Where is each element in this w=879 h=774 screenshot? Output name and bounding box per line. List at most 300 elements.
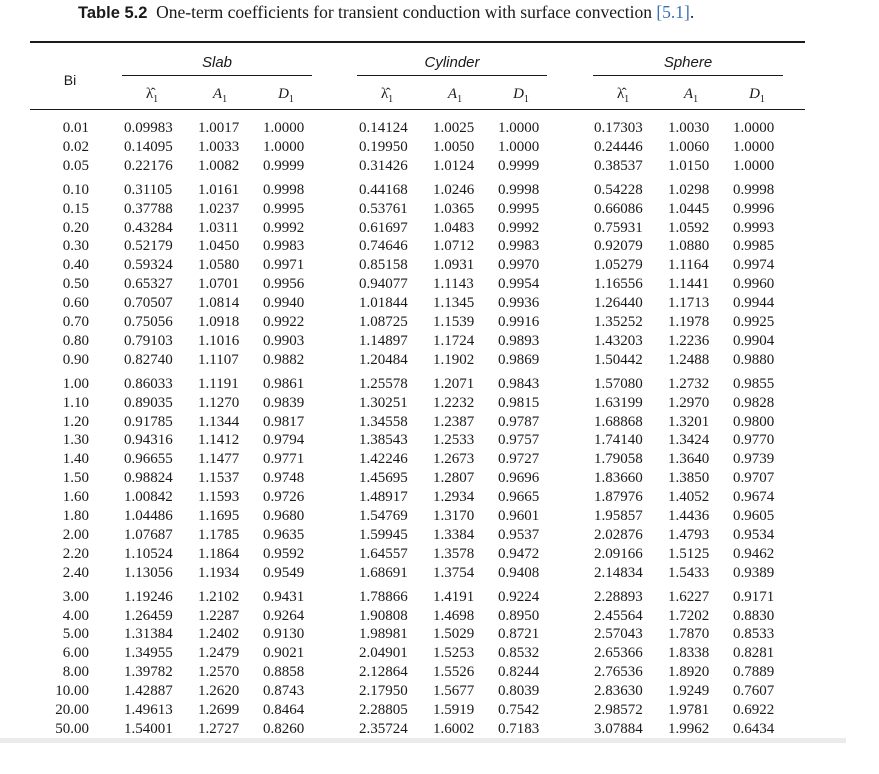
cell-sphere-lambda1: 2.98572 xyxy=(594,702,643,718)
cell-cylinder-d1: 0.9224 xyxy=(498,588,540,605)
cell-cylinder-d1: 0.8532 xyxy=(498,645,540,662)
cell-cylinder-d1: 0.9696 xyxy=(498,470,540,487)
cell-slab-lambda1: 0.75056 xyxy=(124,314,173,330)
cell-slab-a1: 1.2479 xyxy=(198,645,240,662)
cell-cylinder-d1: 0.9843 xyxy=(498,375,540,392)
cell-bi: 2.40 xyxy=(62,564,89,581)
cell-slab-lambda1: 1.42887 xyxy=(124,683,173,700)
cell-slab-d1: 0.9922 xyxy=(263,314,305,330)
cell-slab-lambda1: 0.89035 xyxy=(124,394,173,411)
cell-cylinder-a1: 1.3754 xyxy=(433,564,475,581)
cell-slab-lambda1: 1.49613 xyxy=(124,702,173,718)
cell-cylinder-a1: 1.1345 xyxy=(433,295,475,312)
cell-cylinder-lambda1: 0.85158 xyxy=(359,257,408,274)
cell-sphere-a1: 1.7202 xyxy=(668,607,710,624)
cell-slab-lambda1: 0.96655 xyxy=(124,451,173,468)
cell-cylinder-lambda1: 1.42246 xyxy=(359,451,408,468)
cell-slab-a1: 1.2402 xyxy=(198,626,240,643)
cell-bi: 2.00 xyxy=(62,526,89,543)
cell-slab-a1: 1.1270 xyxy=(198,394,240,411)
cell-slab-a1: 1.0082 xyxy=(198,157,240,174)
cell-slab-d1: 0.9903 xyxy=(263,332,305,349)
cell-cylinder-d1: 0.8721 xyxy=(498,626,540,643)
cell-cylinder-a1: 1.0483 xyxy=(433,219,475,236)
cell-sphere-d1: 0.9925 xyxy=(733,314,775,330)
cell-cylinder-lambda1: 1.08725 xyxy=(359,314,408,330)
cell-cylinder-a1: 1.3578 xyxy=(433,545,475,562)
slab-d1-header: $D_1$ xyxy=(278,86,294,105)
cell-sphere-a1: 1.1441 xyxy=(668,276,710,293)
cell-slab-a1: 1.2699 xyxy=(198,702,240,718)
cell-slab-a1: 1.1016 xyxy=(198,332,240,349)
cell-sphere-a1: 1.0592 xyxy=(668,219,710,236)
cell-cylinder-lambda1: 1.64557 xyxy=(359,545,408,562)
cell-slab-lambda1: 0.82740 xyxy=(124,351,173,368)
cell-cylinder-lambda1: 1.90808 xyxy=(359,607,408,624)
slab-lambda1-header: $\lambdâ_1$ xyxy=(145,86,159,105)
cell-sphere-d1: 0.9674 xyxy=(733,489,775,506)
cell-cylinder-lambda1: 0.53761 xyxy=(359,200,408,217)
cell-slab-d1: 0.9940 xyxy=(263,295,305,312)
cell-slab-lambda1: 1.10524 xyxy=(124,545,173,562)
cell-slab-lambda1: 1.07687 xyxy=(124,526,173,543)
cell-cylinder-a1: 1.2533 xyxy=(433,432,475,449)
cell-slab-lambda1: 0.86033 xyxy=(124,375,173,392)
cell-slab-lambda1: 0.94316 xyxy=(124,432,173,449)
cell-cylinder-a1: 1.4698 xyxy=(433,607,475,624)
cell-sphere-a1: 1.1978 xyxy=(668,314,710,330)
cell-cylinder-lambda1: 1.30251 xyxy=(359,394,408,411)
cell-sphere-d1: 1.0000 xyxy=(733,138,775,155)
cell-cylinder-d1: 0.9408 xyxy=(498,564,540,581)
cell-sphere-a1: 1.4052 xyxy=(668,489,710,506)
cell-cylinder-lambda1: 1.34558 xyxy=(359,413,408,430)
cell-cylinder-d1: 0.9815 xyxy=(498,394,540,411)
cell-cylinder-a1: 1.1143 xyxy=(433,276,474,293)
cell-bi: 1.50 xyxy=(62,470,89,487)
cell-sphere-a1: 1.8920 xyxy=(668,664,710,681)
cell-cylinder-a1: 1.4191 xyxy=(433,588,475,605)
cell-cylinder-d1: 0.9869 xyxy=(498,351,540,368)
cell-sphere-a1: 1.9962 xyxy=(668,720,710,737)
cell-sphere-lambda1: 1.26440 xyxy=(594,295,643,312)
cell-sphere-d1: 1.0000 xyxy=(733,120,775,136)
cell-sphere-d1: 0.9605 xyxy=(733,508,775,524)
cell-sphere-d1: 0.7607 xyxy=(733,683,775,700)
cell-sphere-lambda1: 2.02876 xyxy=(594,526,643,543)
cell-slab-a1: 1.1785 xyxy=(198,526,240,543)
cell-slab-d1: 0.9992 xyxy=(263,219,305,236)
citation-link[interactable]: [5.1] xyxy=(656,2,690,22)
cell-cylinder-lambda1: 0.94077 xyxy=(359,276,408,293)
cell-cylinder-lambda1: 1.98981 xyxy=(359,626,408,643)
cell-cylinder-lambda1: 0.61697 xyxy=(359,219,408,236)
cell-cylinder-a1: 1.0931 xyxy=(433,257,475,274)
cell-sphere-lambda1: 1.35252 xyxy=(594,314,643,330)
cell-sphere-d1: 0.9171 xyxy=(733,588,775,605)
cell-slab-d1: 0.9748 xyxy=(263,470,305,487)
cell-sphere-a1: 1.7870 xyxy=(668,626,710,643)
cell-sphere-a1: 1.0880 xyxy=(668,238,710,255)
cell-slab-d1: 0.9971 xyxy=(263,257,305,274)
cell-bi: 50.00 xyxy=(55,720,89,737)
cell-slab-lambda1: 0.70507 xyxy=(124,295,173,312)
cell-slab-a1: 1.0814 xyxy=(198,295,240,312)
cylinder-group-header: Cylinder xyxy=(424,54,480,71)
cell-slab-d1: 0.9130 xyxy=(263,626,305,643)
cell-sphere-lambda1: 2.76536 xyxy=(594,664,643,681)
cell-sphere-d1: 0.6434 xyxy=(733,720,775,737)
slab-a1-header: $A_1$ xyxy=(212,86,228,105)
cell-bi: 0.60 xyxy=(62,295,89,312)
cell-cylinder-a1: 1.0050 xyxy=(433,138,475,155)
cylinder-group-rule xyxy=(357,75,547,76)
cell-slab-d1: 0.9680 xyxy=(263,508,305,524)
cell-sphere-d1: 0.8281 xyxy=(733,645,775,662)
cell-sphere-d1: 0.9828 xyxy=(733,394,775,411)
cell-cylinder-a1: 1.1539 xyxy=(433,314,475,330)
slab-group-header: Slab xyxy=(201,54,233,71)
cell-slab-a1: 1.2287 xyxy=(198,607,240,624)
cell-sphere-a1: 1.4793 xyxy=(668,526,710,543)
cell-slab-d1: 1.0000 xyxy=(263,138,305,155)
cell-cylinder-lambda1: 0.19950 xyxy=(359,138,408,155)
cell-bi: 20.00 xyxy=(55,702,89,718)
cell-slab-a1: 1.0237 xyxy=(198,200,240,217)
cell-cylinder-lambda1: 0.74646 xyxy=(359,238,408,255)
cell-cylinder-a1: 1.5029 xyxy=(433,626,475,643)
cell-bi: 0.05 xyxy=(62,157,89,174)
cell-sphere-a1: 1.1164 xyxy=(668,257,709,274)
cell-bi: 0.30 xyxy=(62,238,89,255)
cell-sphere-d1: 0.9960 xyxy=(733,276,775,293)
cell-slab-a1: 1.2570 xyxy=(198,664,240,681)
cell-slab-d1: 0.8743 xyxy=(263,683,305,700)
cell-sphere-lambda1: 1.83660 xyxy=(594,470,643,487)
cell-sphere-a1: 1.0298 xyxy=(668,181,710,198)
cell-cylinder-lambda1: 1.38543 xyxy=(359,432,408,449)
cell-slab-d1: 0.8858 xyxy=(263,664,305,681)
cell-bi: 0.02 xyxy=(62,138,89,155)
cell-cylinder-d1: 0.9757 xyxy=(498,432,540,449)
cell-sphere-lambda1: 2.83630 xyxy=(594,683,643,700)
cell-slab-lambda1: 0.79103 xyxy=(124,332,173,349)
cell-slab-a1: 1.0580 xyxy=(198,257,240,274)
cell-sphere-a1: 1.0150 xyxy=(668,157,710,174)
cell-sphere-a1: 1.0445 xyxy=(668,200,710,217)
cell-slab-d1: 0.9882 xyxy=(263,351,305,368)
cell-sphere-d1: 0.9462 xyxy=(733,545,775,562)
cell-cylinder-a1: 1.2673 xyxy=(433,451,475,468)
cell-sphere-lambda1: 1.16556 xyxy=(594,276,643,293)
cell-bi: 0.40 xyxy=(62,257,89,274)
cell-bi: 0.70 xyxy=(62,314,89,330)
cell-slab-a1: 1.1695 xyxy=(198,508,240,524)
sphere-a1-header: $A_1$ xyxy=(683,86,699,105)
cell-slab-a1: 1.1864 xyxy=(198,545,240,562)
cell-slab-a1: 1.2620 xyxy=(198,683,240,700)
cell-slab-d1: 0.9264 xyxy=(263,607,305,624)
cell-sphere-a1: 1.9249 xyxy=(668,683,710,700)
cell-cylinder-d1: 0.7542 xyxy=(498,702,540,718)
cell-slab-lambda1: 0.31105 xyxy=(124,181,173,198)
cell-slab-d1: 0.9995 xyxy=(263,200,305,217)
cell-slab-d1: 0.9021 xyxy=(263,645,305,662)
cell-sphere-a1: 1.9781 xyxy=(668,702,710,718)
cell-sphere-d1: 1.0000 xyxy=(733,157,775,174)
cell-sphere-lambda1: 0.17303 xyxy=(594,120,643,136)
cell-cylinder-lambda1: 2.28805 xyxy=(359,702,408,718)
cell-sphere-lambda1: 1.57080 xyxy=(594,375,643,392)
cell-slab-a1: 1.0017 xyxy=(198,120,240,136)
cell-sphere-d1: 0.9880 xyxy=(733,351,775,368)
sphere-d1-header: $D_1$ xyxy=(749,86,765,105)
cell-cylinder-a1: 1.0246 xyxy=(433,181,475,198)
cylinder-a1-header: $A_1$ xyxy=(447,86,463,105)
cell-bi: 6.00 xyxy=(62,645,89,662)
cell-slab-d1: 0.9771 xyxy=(263,451,305,468)
cell-sphere-d1: 0.9739 xyxy=(733,451,775,468)
cell-slab-lambda1: 0.98824 xyxy=(124,470,173,487)
cell-sphere-a1: 1.3424 xyxy=(668,432,710,449)
cell-bi: 1.60 xyxy=(62,489,89,506)
cell-cylinder-a1: 1.2387 xyxy=(433,413,475,430)
cell-cylinder-d1: 0.9954 xyxy=(498,276,540,293)
cell-slab-lambda1: 0.65327 xyxy=(124,276,173,293)
cell-slab-d1: 0.9861 xyxy=(263,375,305,392)
bi-column-header: Bi xyxy=(63,72,77,88)
sphere-lambda1-header: $\lambdâ_1$ xyxy=(616,86,630,105)
cell-sphere-lambda1: 2.57043 xyxy=(594,626,643,643)
cell-cylinder-d1: 0.9472 xyxy=(498,545,540,562)
cell-sphere-lambda1: 0.54228 xyxy=(594,181,643,198)
cell-slab-a1: 1.0311 xyxy=(198,219,239,236)
cell-sphere-a1: 1.1713 xyxy=(668,295,710,312)
cell-slab-a1: 1.2727 xyxy=(198,720,240,737)
cell-sphere-d1: 0.9855 xyxy=(733,375,775,392)
cell-cylinder-lambda1: 1.54769 xyxy=(359,508,408,524)
cell-slab-lambda1: 1.26459 xyxy=(124,607,173,624)
cell-bi: 0.50 xyxy=(62,276,89,293)
cell-slab-d1: 0.9998 xyxy=(263,181,305,198)
cell-sphere-lambda1: 1.50442 xyxy=(594,351,643,368)
cell-bi: 0.15 xyxy=(62,200,89,217)
cell-sphere-d1: 0.8533 xyxy=(733,626,775,643)
cell-slab-lambda1: 0.43284 xyxy=(124,219,173,236)
cell-slab-a1: 1.1537 xyxy=(198,470,240,487)
cell-sphere-a1: 1.2970 xyxy=(668,394,710,411)
cell-cylinder-d1: 0.9537 xyxy=(498,526,540,543)
cell-cylinder-lambda1: 1.59945 xyxy=(359,526,408,543)
cell-sphere-lambda1: 0.38537 xyxy=(594,157,643,174)
cell-cylinder-a1: 1.0712 xyxy=(433,238,475,255)
cell-cylinder-lambda1: 0.44168 xyxy=(359,181,408,198)
cell-cylinder-d1: 0.9970 xyxy=(498,257,540,274)
cell-slab-lambda1: 1.54001 xyxy=(124,720,173,737)
cell-cylinder-lambda1: 2.12864 xyxy=(359,664,408,681)
header-bottom-rule xyxy=(30,109,805,110)
cell-cylinder-d1: 0.9936 xyxy=(498,295,540,312)
cell-slab-d1: 0.9635 xyxy=(263,526,305,543)
cell-cylinder-a1: 1.5677 xyxy=(433,683,475,700)
cell-cylinder-lambda1: 2.35724 xyxy=(359,720,408,737)
cell-cylinder-a1: 1.0365 xyxy=(433,200,475,217)
cell-sphere-d1: 0.9389 xyxy=(733,564,775,581)
cell-cylinder-lambda1: 1.14897 xyxy=(359,332,408,349)
cell-sphere-lambda1: 1.43203 xyxy=(594,332,643,349)
cell-sphere-d1: 0.9998 xyxy=(733,181,775,198)
cell-cylinder-d1: 0.9665 xyxy=(498,489,540,506)
cell-sphere-d1: 0.7889 xyxy=(733,664,775,681)
cell-sphere-d1: 0.9996 xyxy=(733,200,775,217)
cell-cylinder-lambda1: 0.31426 xyxy=(359,157,408,174)
cell-cylinder-a1: 1.1724 xyxy=(433,332,475,349)
cell-cylinder-a1: 1.5919 xyxy=(433,702,475,718)
cell-cylinder-d1: 0.8244 xyxy=(498,664,540,681)
cell-slab-a1: 1.1107 xyxy=(198,351,239,368)
cell-cylinder-lambda1: 1.25578 xyxy=(359,375,408,392)
cell-cylinder-d1: 0.9999 xyxy=(498,157,540,174)
cell-slab-a1: 1.0161 xyxy=(198,181,240,198)
cell-sphere-lambda1: 2.28893 xyxy=(594,588,643,605)
cell-sphere-lambda1: 1.05279 xyxy=(594,257,643,274)
cell-slab-d1: 0.9839 xyxy=(263,394,305,411)
cell-sphere-a1: 1.4436 xyxy=(668,508,710,524)
cell-bi: 0.20 xyxy=(62,219,89,236)
cell-sphere-d1: 0.9800 xyxy=(733,413,775,430)
cell-sphere-a1: 1.2732 xyxy=(668,375,710,392)
cell-slab-a1: 1.1934 xyxy=(198,564,240,581)
cell-cylinder-a1: 1.1902 xyxy=(433,351,475,368)
cell-sphere-a1: 1.8338 xyxy=(668,645,710,662)
cell-sphere-d1: 0.9993 xyxy=(733,219,775,236)
cell-bi: 1.10 xyxy=(62,394,89,411)
cell-bi: 2.20 xyxy=(62,545,89,562)
cell-sphere-a1: 1.0060 xyxy=(668,138,710,155)
cell-slab-lambda1: 0.52179 xyxy=(124,238,173,255)
cell-sphere-lambda1: 3.07884 xyxy=(594,720,643,737)
cell-slab-a1: 1.0450 xyxy=(198,238,240,255)
cell-bi: 0.01 xyxy=(62,120,89,136)
cell-slab-d1: 0.9794 xyxy=(263,432,305,449)
cell-sphere-a1: 1.5433 xyxy=(668,564,710,581)
cell-sphere-d1: 0.8830 xyxy=(733,607,775,624)
cell-bi: 0.80 xyxy=(62,332,89,349)
sphere-group-rule xyxy=(593,75,783,76)
cell-sphere-lambda1: 1.95857 xyxy=(594,508,643,524)
cell-sphere-lambda1: 0.24446 xyxy=(594,138,643,155)
cell-cylinder-a1: 1.5253 xyxy=(433,645,475,662)
table-top-rule xyxy=(30,41,805,43)
cell-sphere-a1: 1.0030 xyxy=(668,120,710,136)
cell-slab-lambda1: 1.39782 xyxy=(124,664,173,681)
caption-text: One-term coefficients for transient conduction with surface convection xyxy=(156,2,652,22)
cell-cylinder-lambda1: 1.68691 xyxy=(359,564,408,581)
cell-slab-d1: 0.9999 xyxy=(263,157,305,174)
cell-cylinder-d1: 0.9995 xyxy=(498,200,540,217)
cell-cylinder-d1: 0.7183 xyxy=(498,720,540,737)
cell-cylinder-lambda1: 1.01844 xyxy=(359,295,408,312)
cell-sphere-lambda1: 2.45564 xyxy=(594,607,643,624)
cell-bi: 8.00 xyxy=(62,664,89,681)
cell-sphere-d1: 0.6922 xyxy=(733,702,775,718)
cell-sphere-d1: 0.9534 xyxy=(733,526,775,543)
cell-bi: 1.40 xyxy=(62,451,89,468)
cell-sphere-lambda1: 0.66086 xyxy=(594,200,643,217)
cell-sphere-lambda1: 1.74140 xyxy=(594,432,643,449)
cell-slab-d1: 0.8464 xyxy=(263,702,305,718)
cell-cylinder-d1: 0.9992 xyxy=(498,219,540,236)
cell-cylinder-a1: 1.5526 xyxy=(433,664,475,681)
cell-bi: 1.00 xyxy=(62,375,89,392)
cell-sphere-a1: 1.2488 xyxy=(668,351,710,368)
cell-bi: 1.30 xyxy=(62,432,89,449)
cell-slab-a1: 1.1477 xyxy=(198,451,240,468)
cell-slab-lambda1: 1.31384 xyxy=(124,626,173,643)
cell-sphere-lambda1: 1.63199 xyxy=(594,394,643,411)
cell-sphere-a1: 1.6227 xyxy=(668,588,710,605)
cell-sphere-lambda1: 0.75931 xyxy=(594,219,643,236)
cell-slab-lambda1: 0.09983 xyxy=(124,120,173,136)
cell-slab-d1: 0.9983 xyxy=(263,238,305,255)
cell-cylinder-a1: 1.2934 xyxy=(433,489,475,506)
cell-cylinder-d1: 0.9893 xyxy=(498,332,540,349)
cell-sphere-d1: 0.9985 xyxy=(733,238,775,255)
cell-cylinder-a1: 1.3170 xyxy=(433,508,475,524)
cell-cylinder-d1: 0.9601 xyxy=(498,508,540,524)
cell-cylinder-a1: 1.2232 xyxy=(433,394,475,411)
cell-cylinder-d1: 1.0000 xyxy=(498,138,540,155)
cell-cylinder-a1: 1.2807 xyxy=(433,470,475,487)
cell-slab-a1: 1.0701 xyxy=(198,276,240,293)
cell-cylinder-d1: 0.8950 xyxy=(498,607,540,624)
cell-slab-a1: 1.1191 xyxy=(198,375,239,392)
cell-sphere-lambda1: 0.92079 xyxy=(594,238,643,255)
cell-slab-lambda1: 1.00842 xyxy=(124,489,173,506)
cell-slab-a1: 1.2102 xyxy=(198,588,240,605)
cell-cylinder-d1: 0.9727 xyxy=(498,451,540,468)
cylinder-lambda1-header: $\lambdâ_1$ xyxy=(380,86,394,105)
cell-sphere-d1: 0.9944 xyxy=(733,295,775,312)
cell-sphere-d1: 0.9770 xyxy=(733,432,775,449)
table-label: Table 5.2 xyxy=(78,4,148,22)
cell-bi: 4.00 xyxy=(62,607,89,624)
cell-slab-lambda1: 0.22176 xyxy=(124,157,173,174)
cell-sphere-d1: 0.9904 xyxy=(733,332,775,349)
cell-slab-lambda1: 1.13056 xyxy=(124,564,173,581)
cell-sphere-a1: 1.3201 xyxy=(668,413,710,430)
cell-cylinder-d1: 0.9787 xyxy=(498,413,540,430)
cell-cylinder-lambda1: 1.45695 xyxy=(359,470,408,487)
cell-slab-a1: 1.1412 xyxy=(198,432,240,449)
cell-slab-d1: 0.9431 xyxy=(263,588,305,605)
cell-slab-lambda1: 1.34955 xyxy=(124,645,173,662)
cell-cylinder-d1: 0.9916 xyxy=(498,314,540,330)
cell-sphere-lambda1: 2.14834 xyxy=(594,564,643,581)
caption-period: . xyxy=(689,2,695,22)
cell-slab-lambda1: 1.19246 xyxy=(124,588,173,605)
cell-slab-lambda1: 0.14095 xyxy=(124,138,173,155)
cell-slab-d1: 0.9817 xyxy=(263,413,305,430)
cell-slab-a1: 1.1593 xyxy=(198,489,240,506)
cell-slab-d1: 0.9592 xyxy=(263,545,305,562)
cell-cylinder-lambda1: 1.20484 xyxy=(359,351,408,368)
cell-sphere-a1: 1.2236 xyxy=(668,332,710,349)
cell-cylinder-lambda1: 2.04901 xyxy=(359,645,408,662)
cell-sphere-lambda1: 1.87976 xyxy=(594,489,643,506)
cell-cylinder-a1: 1.2071 xyxy=(433,375,475,392)
cell-bi: 10.00 xyxy=(55,683,89,700)
